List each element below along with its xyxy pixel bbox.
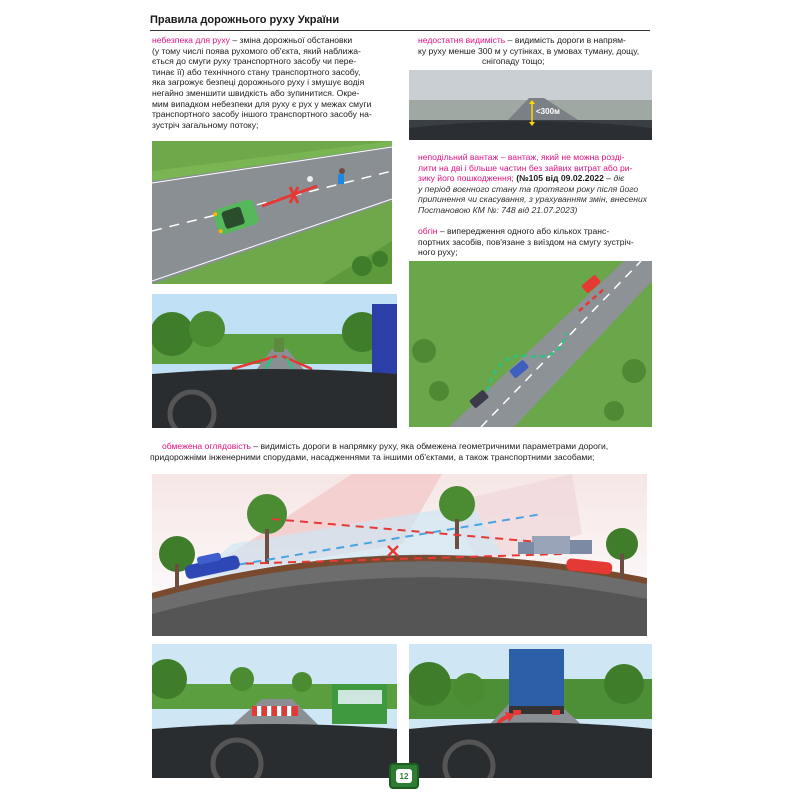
limited-view-definition: обмежена оглядовість – видимість дороги в напрямку руху, яка обмежена геометричними параметрами дороги, придорожніми інженерними спорудами, насадженнями та іншими об'єктами, а також транспортними засобами; bbox=[150, 441, 609, 462]
illustration-overtaking bbox=[409, 261, 652, 427]
illustration-oncoming-driver-view bbox=[152, 294, 397, 428]
illustration-danger-road bbox=[152, 141, 392, 284]
page-number-badge bbox=[389, 763, 419, 789]
visibility-definition: недостатня видимість – видимість дороги в напрям- ку руху менше 300 м у сутінках, в умовах туману, дощу, снігопаду тощо; bbox=[418, 35, 640, 67]
overtaking-term: обгін bbox=[418, 226, 438, 236]
illustration-fog-road bbox=[409, 70, 652, 140]
cargo-reference: (№105 від 09.02.2022 bbox=[513, 173, 604, 184]
overtaking-definition: обгін – випередження одного або кількох транс- портних засобів, пов'язане з виїздом на смугу зустріч- ного руху; bbox=[418, 226, 634, 258]
page-number: 12 bbox=[396, 769, 412, 783]
illustration-truck-ahead bbox=[409, 644, 652, 778]
header-title: Правила дорожнього руху України bbox=[150, 14, 340, 26]
limited-view-term: обмежена оглядовість bbox=[162, 441, 251, 451]
cargo-definition: неподільний вантаж – вантаж, який не можна розді- лити на дві і більше частин без зайвих витрат або ри- зику його пошкодження; (№105 від 09.02.2022 – діє у період воєнного стану та протягом року після його припинення чи скасування, з урахуванням змін, внесених Постановою КМ №: 748 від 21.07.2023) bbox=[418, 152, 648, 215]
illustration-bus-crosswalk bbox=[152, 644, 397, 778]
danger-term: небезпека для руху bbox=[152, 35, 230, 45]
illustration-limited-view-hill bbox=[152, 474, 647, 636]
page-header bbox=[150, 10, 650, 31]
danger-definition: небезпека для руху – зміна дорожньої обстановки (у тому числі поява рухомого об'єкта, який наближа- ється до смуги руху транспортного засобу чи пере- тинає її) або технічного стану транспортного засобу, яка загрожує безпеці дорожнього руху і змушує водія негайно зменшити швидкість або зупинитися. Окре- мим випадком небезпеки для руху є рух у межах смуги транспортного засобу іншого транспортного засобу на- зустріч загальному потоку; bbox=[152, 35, 372, 130]
fog-distance-label: <300м bbox=[536, 107, 560, 116]
visibility-term: недостатня видимість bbox=[418, 35, 506, 45]
cargo-term: неподільний вантаж – вантаж, який не можна розді- bbox=[418, 152, 625, 162]
